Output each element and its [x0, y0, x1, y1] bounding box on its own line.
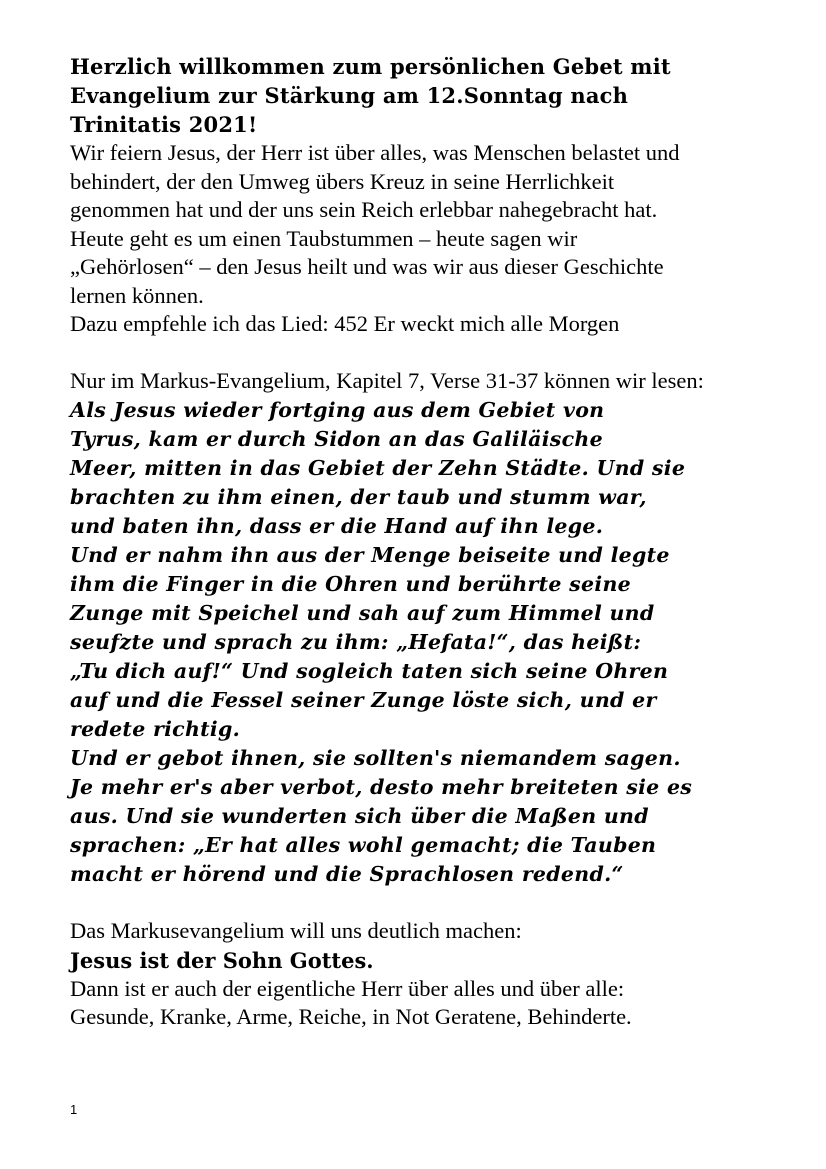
page-number: 1 — [70, 1102, 78, 1117]
intro-line: Wir feiern Jesus, der Herr ist über alles, was Menschen belastet und — [70, 140, 680, 165]
intro-paragraph — [70, 139, 790, 339]
intro-line: genommen hat und der uns sein Reich erlebbar nahegebracht hat. — [70, 197, 658, 222]
scripture-line: ihm die Finger in die Ohren und berührte seine — [70, 571, 631, 596]
scripture-line: aus. Und sie wunderten sich über die Maßen und — [70, 803, 649, 828]
scripture-line: redete richtig. — [70, 716, 241, 741]
closing-intro: Das Markusevangelium will uns deutlich machen: — [70, 918, 522, 943]
scripture-line: Und er nahm ihn aus der Menge beiseite und legte — [70, 542, 670, 567]
closing-line: Gesunde, Kranke, Arme, Reiche, in Not Geratene, Behinderte. — [70, 1004, 632, 1029]
scripture-reference: Nur im Markus-Evangelium, Kapitel 7, Verse 31-37 können wir lesen: — [70, 368, 704, 393]
scripture-line: seufzte und sprach zu ihm: „Hefata!“, das heißt: — [70, 629, 642, 654]
blank-line — [70, 339, 790, 368]
intro-line: Heute geht es um einen Taubstummen – heute sagen wir — [70, 225, 578, 251]
closing-emphasis: Jesus ist der Sohn Gottes. — [70, 947, 374, 973]
scripture-line: und baten ihn, dass er die Hand auf ihn lege. — [70, 513, 604, 538]
document-heading — [70, 52, 790, 139]
closing-line: Dann ist er auch der eigentliche Herr über alles und über alle: — [70, 975, 625, 1001]
intro-line: behindert, der den Umweg übers Kreuz in seine Herrlichkeit — [70, 168, 615, 194]
scripture-line: sprachen: „Er hat alles wohl gemacht; die Tauben — [70, 832, 657, 857]
heading-line: Herzlich willkommen zum persönlichen Gebet mit — [70, 54, 671, 79]
heading-line: Trinitatis 2021! — [70, 112, 258, 137]
scripture-line: Als Jesus wieder fortging aus dem Gebiet von — [70, 397, 605, 422]
scripture-line: „Tu dich auf!“ Und sogleich taten sich seine Ohren — [70, 658, 669, 683]
blank-line — [70, 889, 790, 918]
scripture-line: Zunge mit Speichel und sah auf zum Himmel und — [70, 600, 655, 625]
scripture-line: macht er hörend und die Sprachlosen redend.“ — [70, 861, 624, 886]
intro-line: lernen können. — [70, 282, 204, 308]
scripture-line: Meer, mitten in das Gebiet der Zehn Städte. Und sie — [70, 455, 686, 480]
heading-line: Evangelium zur Stärkung am 12.Sonntag nach — [70, 83, 629, 108]
scripture-line: Je mehr er's aber verbot, desto mehr breiteten sie es — [70, 774, 693, 799]
scripture-line: Und er gebot ihnen, sie sollten's niemandem sagen. — [70, 745, 681, 770]
song-recommendation: Dazu empfehle ich das Lied: 452 Er weckt mich alle Morgen — [70, 311, 620, 336]
document-content — [70, 52, 790, 1032]
scripture-passage — [70, 396, 790, 889]
scripture-line: auf und die Fessel seiner Zunge löste sich, und er — [70, 687, 657, 712]
scripture-line: Tyrus, kam er durch Sidon an das Galiläische — [70, 426, 603, 451]
scripture-line: brachten zu ihm einen, der taub und stumm war, — [70, 484, 647, 509]
intro-line: „Gehörlosen“ – den Jesus heilt und was wir aus dieser Geschichte — [70, 254, 664, 279]
